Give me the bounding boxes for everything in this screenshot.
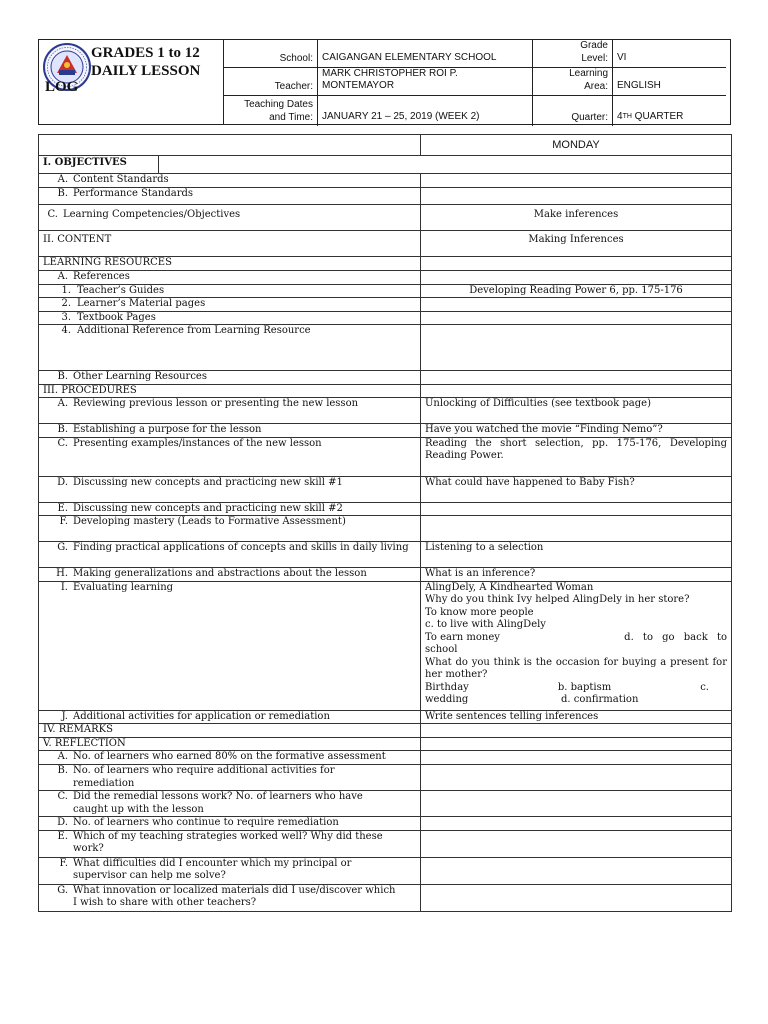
blank-head-cell — [39, 135, 421, 156]
proc-j-row — [39, 710, 732, 724]
ref-e-row — [39, 830, 732, 857]
row-label: Additional activities for application or remediation — [73, 710, 330, 722]
row-mark: A. — [57, 174, 68, 185]
row-label: Developing mastery (Leads to Formative Assessment) — [73, 516, 346, 527]
reflection-heading: V. REFLECTION — [39, 737, 421, 751]
quarter-number: 4 — [617, 111, 623, 122]
row-mark: D. — [57, 817, 68, 828]
eval-title: AlingDely, A Kindhearted Woman — [425, 581, 594, 593]
row-label: Learner’s Material pages — [77, 298, 206, 309]
ref-d-row — [39, 817, 732, 831]
ref-c-row — [39, 791, 732, 817]
day-header: MONDAY — [421, 135, 732, 156]
content-heading: II. CONTENT — [39, 231, 421, 257]
learning-resources-row — [39, 257, 732, 271]
grade-label-2: Level: — [581, 53, 608, 64]
procedures-heading: III. PROCEDURES — [39, 384, 421, 398]
row-label: No. of learners who require additional activities for remediation — [73, 765, 335, 789]
row-label: Did the remedial lessons work? No. of learners who have caught up with the lesson — [73, 791, 363, 815]
row-label: Discussing new concepts and practicing new skill #2 — [73, 502, 343, 514]
row-mark: 2. — [61, 298, 71, 309]
reflection-row — [39, 737, 732, 751]
area-value: ENGLISH — [613, 68, 726, 96]
eval-choice: d. confirmation — [561, 694, 639, 705]
lesson-table — [38, 134, 732, 912]
row-label: What difficulties did I encounter which my principal or supervisor can help me solve? — [73, 857, 352, 881]
row-mark: B. — [57, 765, 68, 776]
row-mark: C. — [47, 209, 58, 220]
row-mark: 1. — [61, 284, 71, 296]
proc-c-value: Reading the short selection, pp. 175-176, Developing Reading Power. — [421, 437, 732, 476]
learning-resources-heading: LEARNING RESOURCES — [39, 257, 421, 271]
proc-g-row — [39, 542, 732, 568]
textbook-row — [39, 311, 732, 325]
eval-choice: To earn money — [425, 631, 500, 643]
learners-material-row — [39, 298, 732, 312]
performance-standards-row — [39, 188, 732, 205]
content-standards-value — [421, 174, 732, 188]
eval-choice: b. baptism — [557, 681, 612, 693]
row-mark: E. — [57, 830, 68, 842]
row-label: Textbook Pages — [77, 311, 156, 323]
row-mark: 4. — [61, 325, 71, 336]
proc-a-value: Unlocking of Difficulties (see textbook page) — [421, 398, 732, 424]
dll-header — [38, 39, 731, 125]
row-mark: D. — [57, 476, 68, 488]
objectives-heading: I. OBJECTIVES — [39, 156, 159, 173]
row-label: References — [73, 271, 130, 282]
row-label: Learning Competencies/Objectives — [63, 209, 241, 220]
row-label: Reviewing previous lesson or presenting the new lesson — [73, 398, 359, 409]
row-label: Establishing a purpose for the lesson — [73, 424, 262, 435]
table-header-row — [39, 135, 732, 156]
eval-question-1: Why do you think Ivy helped AlingDely in her store? — [425, 594, 690, 605]
eval-choice: Birthday — [425, 681, 469, 693]
row-mark: I. — [60, 581, 68, 593]
dates-value: JANUARY 21 – 25, 2019 (WEEK 2) — [318, 96, 533, 126]
school-value: CAIGANGAN ELEMENTARY SCHOOL — [318, 40, 533, 68]
row-label: Making generalizations and abstractions about the lesson — [73, 568, 367, 579]
dates-label-2: and Time: — [269, 112, 313, 123]
row-mark: G. — [57, 884, 68, 896]
row-label: No. of learners who continue to require remediation — [73, 817, 339, 828]
row-mark: C. — [57, 791, 68, 802]
content-standards-row — [39, 174, 732, 188]
row-label: Presenting examples/instances of the new lesson — [73, 437, 322, 449]
row-label: Content Standards — [73, 174, 169, 185]
row-label: Which of my teaching strategies worked well? Why did these work? — [73, 830, 383, 854]
area-label-2: Area: — [584, 81, 608, 92]
other-resources-row — [39, 371, 732, 385]
objectives-row — [39, 156, 732, 174]
performance-standards-value — [421, 188, 732, 205]
proc-b-row — [39, 424, 732, 438]
row-label: Additional Reference from Learning Resource — [77, 325, 311, 336]
dates-label-1: Teaching Dates — [244, 99, 313, 110]
dates-label — [224, 96, 318, 126]
school-label: School: — [224, 40, 318, 68]
content-row — [39, 231, 732, 257]
row-mark: B. — [57, 188, 68, 199]
quarter-word: QUARTER — [631, 111, 684, 122]
row-mark: F. — [59, 516, 68, 527]
info-grid — [224, 40, 730, 124]
row-mark: J. — [61, 710, 68, 722]
proc-h-row — [39, 568, 732, 582]
proc-d-row — [39, 476, 732, 502]
eval-choice: d. to go back to — [624, 631, 727, 643]
teachers-guides-value: Developing Reading Power 6, pp. 175-176 — [421, 284, 732, 298]
row-label: Other Learning Resources — [73, 371, 207, 382]
proc-e-row — [39, 502, 732, 516]
row-mark: G. — [57, 542, 68, 553]
ref-f-row — [39, 857, 732, 884]
row-mark: A. — [57, 751, 68, 762]
row-label: Finding practical applications of concepts and skills in daily living — [73, 542, 409, 553]
row-mark: B. — [57, 371, 68, 382]
additional-ref-row — [39, 325, 732, 371]
competencies-row — [39, 205, 732, 231]
proc-c-row — [39, 437, 732, 476]
teacher-label: Teacher: — [224, 68, 318, 96]
eval-choice: wedding — [425, 694, 469, 705]
row-mark: A. — [57, 271, 68, 282]
proc-j-value: Write sentences telling inferences — [421, 710, 732, 724]
row-label: Evaluating learning — [73, 581, 174, 593]
row-mark: E. — [57, 502, 68, 514]
row-mark: B. — [57, 424, 68, 435]
eval-choice: To know more people — [425, 606, 534, 618]
title-line-3: LOG — [45, 79, 79, 95]
content-value: Making Inferences — [421, 231, 732, 257]
teachers-guides-row — [39, 284, 732, 298]
eval-choice: c. to live with AlingDely — [425, 619, 546, 630]
proc-i-row — [39, 581, 732, 710]
procedures-row — [39, 384, 732, 398]
grade-label — [533, 40, 613, 68]
grade-value: VI — [613, 40, 726, 68]
row-label: Discussing new concepts and practicing new skill #1 — [73, 476, 343, 488]
proc-a-row — [39, 398, 732, 424]
ref-b-row — [39, 765, 732, 791]
remarks-row — [39, 724, 732, 738]
quarter-value — [613, 96, 726, 126]
row-mark: 3. — [61, 311, 71, 323]
eval-choice: c. — [700, 681, 709, 693]
competencies-value: Make inferences — [421, 205, 732, 231]
quarter-suffix: TH — [622, 113, 632, 120]
proc-b-value: Have you watched the movie “Finding Nemo”? — [421, 424, 732, 438]
title-line-1: GRADES 1 to 12 — [91, 45, 200, 61]
row-label: No. of learners who earned 80% on the formative assessment — [73, 751, 386, 762]
grade-label-1: Grade — [580, 40, 608, 51]
proc-f-row — [39, 516, 732, 542]
row-mark: F. — [59, 857, 68, 869]
references-row — [39, 271, 732, 285]
ref-g-row — [39, 884, 732, 911]
row-mark: H. — [56, 568, 68, 579]
area-label-1: Learning — [569, 68, 608, 79]
proc-g-value: Listening to a selection — [421, 542, 732, 568]
row-mark: A. — [57, 398, 68, 409]
eval-choice: school — [425, 644, 458, 655]
area-label — [533, 68, 613, 96]
row-mark: C. — [57, 437, 68, 449]
row-label: Performance Standards — [73, 188, 194, 199]
title-line-2: DAILY LESSON — [91, 63, 201, 79]
row-label: Teacher’s Guides — [77, 284, 165, 296]
eval-question-2: What do you think is the occasion for buying a present for her mother? — [425, 656, 727, 680]
proc-d-value: What could have happened to Baby Fish? — [421, 476, 732, 502]
logo-cell — [39, 40, 224, 124]
remarks-heading: IV. REMARKS — [39, 724, 421, 738]
ref-a-row — [39, 751, 732, 765]
teacher-value: MARK CHRISTOPHER ROI P. MONTEMAYOR — [318, 68, 533, 96]
proc-i-value — [421, 581, 732, 710]
proc-h-value: What is an inference? — [421, 568, 732, 582]
row-label: What innovation or localized materials did I use/discover which I wish to share with other teachers? — [73, 884, 396, 908]
quarter-label: Quarter: — [533, 96, 613, 126]
